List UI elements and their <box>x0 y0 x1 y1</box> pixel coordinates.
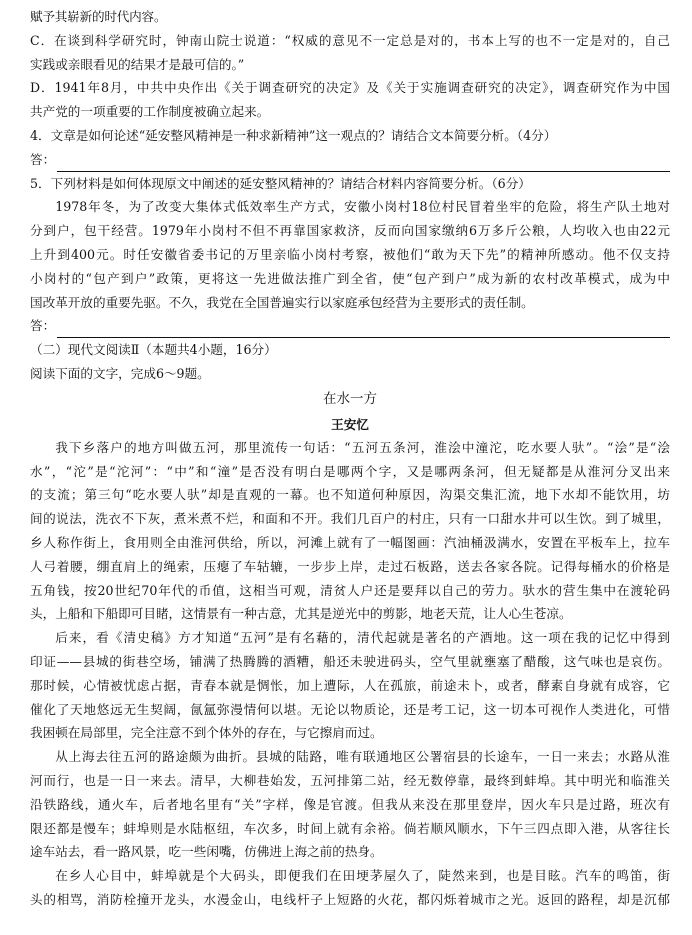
answer-rule <box>57 320 670 338</box>
article-line: 我下乡落户的地方叫做五河，那里流传一句话：“五河五条河，淮浍中潼沱，吃水要人驮”。“浍”是“浍 <box>55 439 670 455</box>
article-line: 催化了天地悠远无生契阔，氤氲弥漫情何以堪。无论以物质论，还是考工记，这一切本可视作人类进化，可惜 <box>30 701 670 717</box>
article-line: 头的相骂，消防栓撞开龙头，水漫金山，电线杆子上短路的火花，都闪烁着城市之光。返回的路程，却是沉郁 <box>30 891 670 907</box>
article-line: 那时候，心情被忧虑占据，青春本就是惆怅，加上遭际，人在孤旅，前途未卜，或者，酵素自身就有成容，它 <box>30 677 670 693</box>
question-5: 5．下列材料是如何体现原文中阐述的延安整风精神的？请结合材料内容简要分析。（6分） <box>30 175 531 191</box>
article-line: 的支流；第三句“吃水要人驮”却是直观的一幕。也不知道何种原因，沟渠交集汇流，地下水却不能饮用，坊 <box>30 487 670 503</box>
material-line: 小岗村的“包产到户”政策，更将这一先进做法推广到全省，使“包产到户”成为新的农村改革模式，成为中 <box>30 270 670 286</box>
article-line: 途车站去，看一路风景，吃一些闲嘴，仿佛进上海之前的热身。 <box>30 844 383 860</box>
option-c: C．在谈到科学研究时，钟南山院士说道：“权威的意见不一定总是对的，书本上写的也不一定是对的，自己 <box>30 32 670 48</box>
article-line: 头，上船和下船即可目睹，这情景有一种古意，尤其是逆光中的剪影，地老天荒，让人心生苍凉。 <box>30 606 572 622</box>
article-title: 在水一方 <box>323 390 377 407</box>
answer-rule <box>57 154 670 172</box>
answer-label: 答： <box>30 151 56 167</box>
article-line: 沿铁路线，通火车，后者地名里有“关”字样，像是官渡。但我从来没在那里登岸，因火车只是过路，班次有 <box>30 796 670 812</box>
article-line: 乡人称作街上，食用则全由淮河供给，所以，河滩上就有了一幅图画：汽油桶汲满水，安置在平板车上，拉车 <box>30 534 670 550</box>
answer-line-5[interactable] <box>30 314 670 338</box>
article-line: 河而行，也是一日一来去。清早，大柳巷始发，五河排第二站，经无数停靠，最终到蚌埠。其中明光和临淮关 <box>30 772 670 788</box>
article-line: 间的说法，洗衣不下灰，煮米煮不烂，和面和不开。我们几百户的村庄，只有一口甜水井可以生饮。到了城里， <box>30 511 670 527</box>
material-line: 分到户，包干经营。1979年小岗村不但不再靠国家救济，反而向国家缴纳6万多斤公粮，人均收入也由22元 <box>30 223 670 239</box>
article-line: 从上海去往五河的路途颇为曲折。县城的陆路，唯有联通地区公署宿县的长途车，一日一来去；水路从淮 <box>55 749 670 765</box>
article-line: 印证——县城的街巷空场，铺满了热腾腾的酒糟，船还未驶进码头，空气里就壅塞了醋酸，这气味也是哀伤。 <box>30 653 670 669</box>
text-line: 赋予其崭新的时代内容。 <box>30 9 167 24</box>
article-line: 我困顿在局部里，完全注意不到个体外的存在，与它擦肩而过。 <box>30 725 383 741</box>
article-line: 限还都是慢车；蚌埠则是水陆枢纽，车次多，时间上就有余裕。倘若顺风顺水，下午三四点即入港，从客往长 <box>30 820 670 836</box>
option-c-cont: 实践或亲眼看见的结果才是最可信的。” <box>30 56 245 72</box>
option-d-cont: 共产党的一项重要的工作制度被确立起来。 <box>30 104 270 120</box>
article-line: 五角钱，按20世纪70年代的币值，这相当可观，清贫人户还是要拜以自己的劳力。驮水的营生集中在渡轮码 <box>30 582 670 598</box>
article-line: 水”，“沱”是“沱河”：“中”和“潼”是否没有明白是哪两个字，又是哪两条河，但无疑都是从淮河分叉出来 <box>30 463 670 479</box>
material-line: 国改革开放的重要先驱。不久，我党在全国普遍实行以家庭承包经营为主要形式的责任制。 <box>30 294 534 310</box>
material-line: 上升到400元。时任安徽省委书记的万里亲临小岗村考察，被他们“敢为天下先”的精神所感动。他不仅支持 <box>30 246 670 262</box>
question-4: 4．文章是如何论述“延安整风精神是一种求新精神”这一观点的？请结合文本简要分析。（4分） <box>30 127 557 143</box>
option-d: D．1941年8月，中共中央作出《关于调查研究的决定》及《关于实施调查研究的决定》，调查研究作为中国 <box>30 80 670 96</box>
answer-line-4[interactable] <box>30 148 670 172</box>
article-line: 后来，看《清史稿》方才知道“五河”是有名藉的，清代起就是著名的产酒地。这一项在我的记忆中得到 <box>55 630 670 646</box>
material-line: 1978年冬，为了改变大集体式低效率生产方式，安徽小岗村18位村民冒着坐牢的危险，将生产队土地对 <box>55 199 670 215</box>
answer-label: 答： <box>30 318 56 334</box>
article-line: 在乡人心目中，蚌埠就是个大码头，即便我们在田埂茅屋久了，陡然来到，也是目眩。汽车的鸣笛，街 <box>55 868 670 884</box>
section-heading: （二）现代文阅读Ⅱ（本题共4小题，16分） <box>30 342 277 358</box>
article-line: 人弓着腰，绷直肩上的绳索，压瘪了车轱辘，一步步上岸，走过石板路，送去各家各院。记得每桶水的价格是 <box>30 558 670 574</box>
article-author: 王安忆 <box>331 416 369 432</box>
instructions: 阅读下面的文字，完成6～9题。 <box>30 365 210 381</box>
